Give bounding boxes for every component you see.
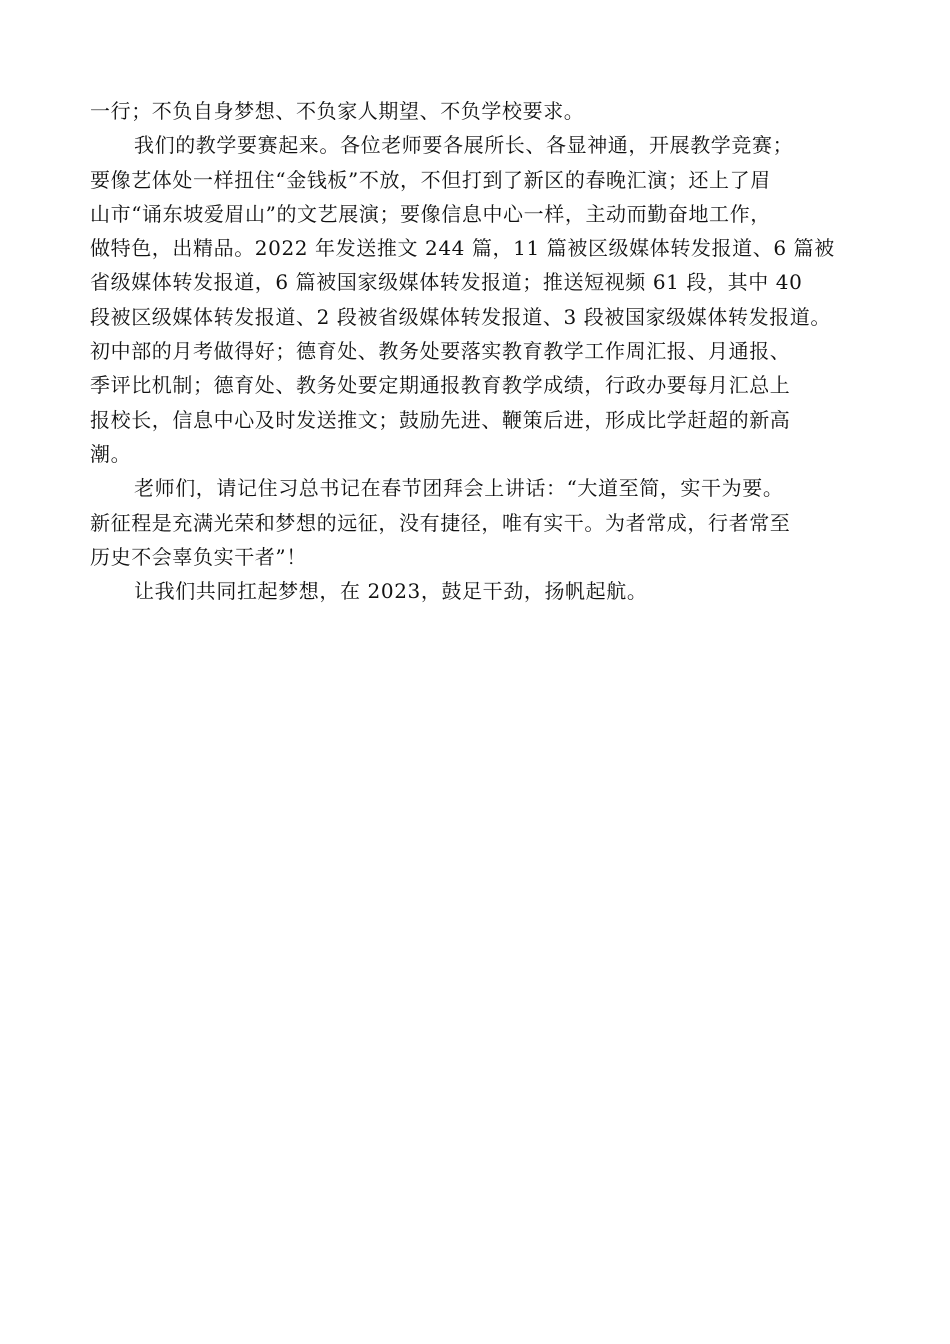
text-line: 报校长，信息中心及时发送推文；鼓励先进、鞭策后进，形成比学赶超的新高	[90, 407, 791, 432]
text-line: 初中部的月考做得好；德育处、教务处要落实教育教学工作周汇报、月通报、	[90, 339, 791, 364]
text-line: 潮。	[90, 441, 132, 466]
text-line: 新征程是充满光荣和梦想的远征，没有捷径，唯有实干。为者常成，行者常至	[90, 510, 791, 535]
text-line: 做特色，出精品。2022 年发送推文 244 篇，11 篇被区级媒体转发报道、6 篇被	[90, 236, 835, 261]
text-line: 要像艺体处一样扭住“金钱板”不放，不但打到了新区的春晚汇演；还上了眉	[90, 167, 771, 192]
text-line: 老师们，请记住习总书记在春节团拜会上讲话：“大道至简，实干为要。	[134, 476, 784, 501]
text-line: 我们的教学要赛起来。各位老师要各展所长、各显神通，开展教学竞赛；	[134, 133, 794, 158]
text-line: 历史不会辜负实干者”！	[90, 544, 307, 569]
document-body	[90, 94, 862, 608]
text-line: 让我们共同扛起梦想，在 2023，鼓足干劲，扬帆起航。	[134, 579, 648, 604]
text-line: 季评比机制；德育处、教务处要定期通报教育教学成绩，行政办要每月汇总上	[90, 373, 791, 398]
text-line: 段被区级媒体转发报道、2 段被省级媒体转发报道、3 段被国家级媒体转发报道。	[90, 304, 831, 329]
text-line: 一行；不负自身梦想、不负家人期望、不负学校要求。	[90, 99, 585, 123]
text-line: 省级媒体转发报道，6 篇被国家级媒体转发报道；推送短视频 61 段，其中 40	[90, 270, 803, 295]
text-line: 山市“诵东坡爱眉山”的文艺展演；要像信息中心一样，主动而勤奋地工作，	[90, 201, 771, 226]
